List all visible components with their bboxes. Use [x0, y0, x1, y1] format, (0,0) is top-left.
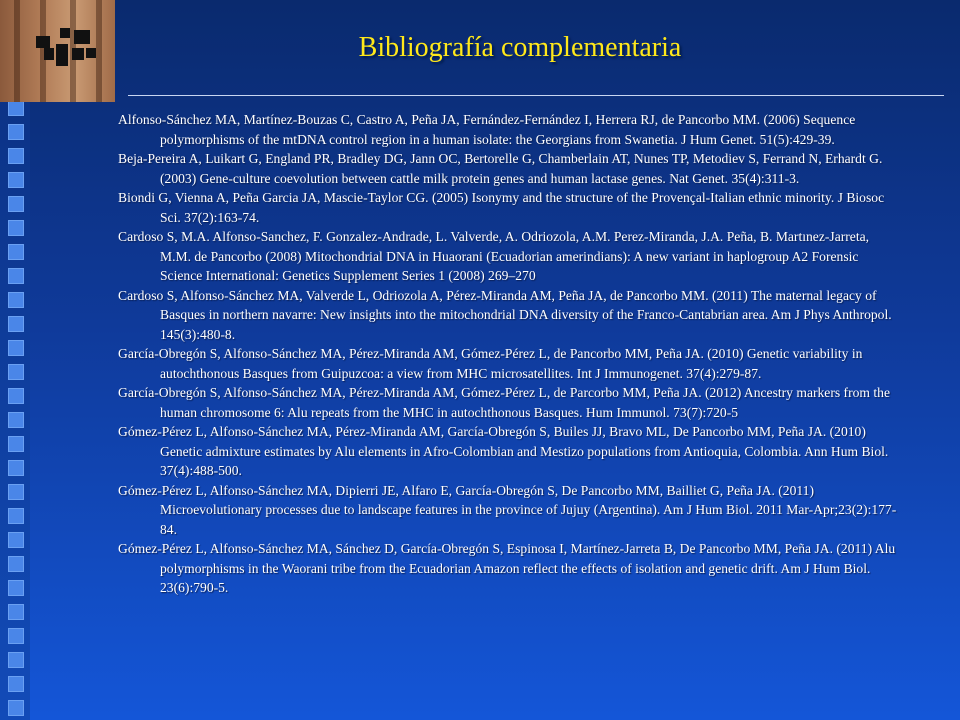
- decor-square: [8, 676, 24, 692]
- left-decorative-strip: [0, 0, 30, 720]
- decor-square: [8, 652, 24, 668]
- reference-item: Gómez-Pérez L, Alfonso-Sánchez MA, Pérez-Miranda AM, García-Obregón S, Builes JJ, Bravo ML, De Pancorbo MM, Peña JA. (2010) Genetic admixture estimates by Alu elements in Afro-Colombian and Mestizo populations from Antioquia, Colombia. Ann Hum Biol. 37(4):488-500.: [118, 424, 889, 478]
- reference-item: Beja-Pereira A, Luikart G, England PR, Bradley DG, Jann OC, Bertorelle G, Chamberlain AT, Nunes TP, Metodiev S, Ferrand N, Erhardt G. (2003) Gene-culture coevolution between cattle milk protein genes and human lactase genes. Nat Genet. 35(4):311-3.: [118, 151, 883, 186]
- decor-square: [8, 556, 24, 572]
- decor-square: [8, 412, 24, 428]
- decor-square: [8, 244, 24, 260]
- reference-list: [118, 110, 898, 598]
- decor-square: [8, 700, 24, 716]
- decor-square: [8, 100, 24, 116]
- reference-item: Gómez-Pérez L, Alfonso-Sánchez MA, Dipierri JE, Alfaro E, García-Obregón S, De Pancorbo MM, Bailliet G, Peña JA. (2011) Microevolutionary processes due to landscape features in the province of Jujuy (Argentina). Am J Hum Biol. 2011 Mar-Apr;23(2):177-84.: [118, 482, 897, 537]
- decor-square: [8, 292, 24, 308]
- decor-square: [8, 388, 24, 404]
- decor-square: [8, 172, 24, 188]
- decor-square: [8, 364, 24, 380]
- decor-square: [8, 316, 24, 332]
- decor-square: [8, 148, 24, 164]
- decor-square: [8, 220, 24, 236]
- reference-item: Cardoso S, M.A. Alfonso-Sanchez, F. Gonzalez-Andrade, L. Valverde, A. Odriozola, A.M. Perez-Miranda, J.A. Peña, B. Martınez-Jarreta, M.M. de Pancorbo (2008) Mitochondrial DNA in Huaorani (Ecuadorian amerindians): A new variant in haplogroup A2 Forensic Science International: Genetics Supplement Series 1 (2008) 269–270: [118, 229, 870, 283]
- reference-item: García-Obregón S, Alfonso-Sánchez MA, Pérez-Miranda AM, Gómez-Pérez L, de Parcorbo MM, Peña JA. (2012) Ancestry markers from the human chromosome 6: Alu repeats from the MHC in autochthonous Basques. Hum Immunol. 73(7):720-5: [118, 385, 890, 420]
- reference-item: Biondi G, Vienna A, Peña Garcia JA, Mascie-Taylor CG. (2005) Isonymy and the structure of the Provençal-Italian ethnic minority. J Biosoc Sci. 37(2):163-74.: [118, 190, 885, 225]
- decor-square: [8, 124, 24, 140]
- university-logo: [0, 0, 115, 102]
- decor-square: [8, 340, 24, 356]
- decor-square: [8, 604, 24, 620]
- decor-square: [8, 268, 24, 284]
- reference-item: Gómez-Pérez L, Alfonso-Sánchez MA, Sánchez D, García-Obregón S, Espinosa I, Martínez-Jarreta B, De Pancorbo MM, Peña JA. (2011) Alu polymorphisms in the Waorani tribe from the Ecuadorian Amazon reflect the effects of isolation and genetic drift. Am J Hum Biol. 23(6):790-5.: [118, 541, 896, 595]
- reference-item: Alfonso-Sánchez MA, Martínez-Bouzas C, Castro A, Peña JA, Fernández-Fernández I, Herrera RJ, de Pancorbo MM. (2006) Sequence polymorphisms of the mtDNA control region in a human isolate: the Georgians from Swanetia. J Hum Genet. 51(5):429-39.: [118, 112, 856, 147]
- slide-title: Bibliografía complementaria: [358, 32, 682, 63]
- reference-item: Cardoso S, Alfonso-Sánchez MA, Valverde L, Odriozola A, Pérez-Miranda AM, Peña JA, de Pancorbo MM. (2011) The maternal legacy of Basques in northern navarre: New insights into the mitochondrial DNA diversity of the Franco-Cantabrian area. Am J Phys Anthropol. 145(3):480-8.: [118, 287, 892, 342]
- decor-square: [8, 436, 24, 452]
- decor-square: [8, 484, 24, 500]
- decor-square: [8, 628, 24, 644]
- title-divider: [128, 95, 944, 96]
- decor-square: [8, 580, 24, 596]
- logo-emblem-icon: [34, 24, 104, 80]
- reference-item: García-Obregón S, Alfonso-Sánchez MA, Pérez-Miranda AM, Gómez-Pérez L, de Pancorbo MM, Peña JA. (2010) Genetic variability in autochthonous Basques from Guipuzcoa: a view from MHC microsatellites. Int J Immunogenet. 37(4):279-87.: [118, 346, 863, 381]
- decor-square: [8, 508, 24, 524]
- decor-square: [8, 196, 24, 212]
- decor-square: [8, 460, 24, 476]
- decor-square: [8, 532, 24, 548]
